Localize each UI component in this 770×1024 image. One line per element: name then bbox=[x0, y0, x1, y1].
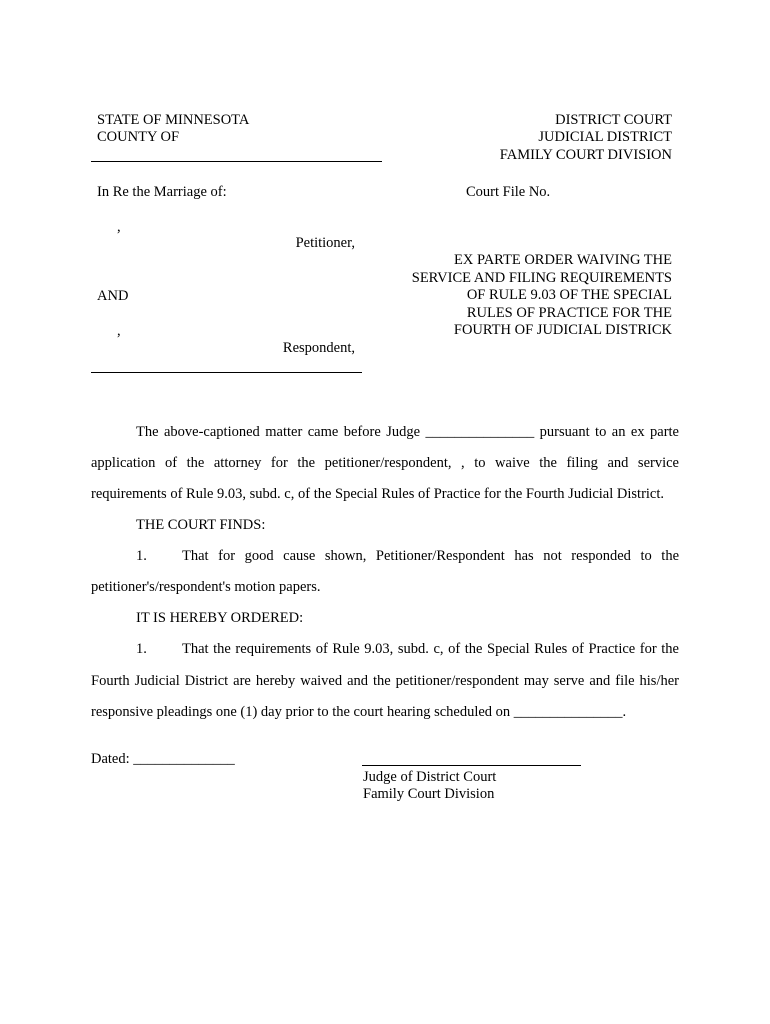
and-label: AND bbox=[97, 288, 129, 304]
court-label: DISTRICT COURT bbox=[555, 112, 672, 128]
finding1-line1: That for good cause shown, Petitioner/Respondent has not responded to the bbox=[182, 548, 679, 564]
court-file-label: Court File No. bbox=[466, 184, 551, 200]
para1-line1: The above-captioned matter came before Judge _______________ pursuant to an ex parte bbox=[136, 424, 679, 440]
state-label: STATE OF MINNESOTA bbox=[97, 112, 250, 128]
order1-line2: Fourth Judicial District are hereby waived and the petitioner/respondent may serve and file his/her bbox=[91, 673, 679, 689]
order1-line1: That the requirements of Rule 9.03, subd. c, of the Special Rules of Practice for the bbox=[182, 641, 679, 657]
ordered-heading: IT IS HEREBY ORDERED: bbox=[136, 610, 304, 626]
header-left-rule bbox=[91, 161, 382, 162]
para1-line3: requirements of Rule 9.03, subd. c, of the Special Rules of Practice for the Fourth Judicial District. bbox=[91, 486, 665, 502]
division-signature-label: Family Court Division bbox=[363, 786, 495, 802]
respondent-label: Respondent, bbox=[282, 340, 355, 356]
petitioner-name-blank: , bbox=[117, 219, 121, 235]
findings-heading: THE COURT FINDS: bbox=[136, 517, 266, 533]
para1-line2: application of the attorney for the petitioner/respondent, , to waive the filing and service bbox=[91, 455, 679, 471]
division-label: FAMILY COURT DIVISION bbox=[499, 147, 672, 163]
order-title-line: OF RULE 9.03 OF THE SPECIAL bbox=[466, 287, 672, 303]
order1-line3: responsive pleadings one (1) day prior to the court hearing scheduled on _______________. bbox=[91, 704, 627, 720]
order-title-line: EX PARTE ORDER WAIVING THE bbox=[454, 252, 672, 268]
in-re-label: In Re the Marriage of: bbox=[97, 184, 227, 200]
county-label: COUNTY OF bbox=[97, 129, 180, 145]
order-title-line: FOURTH OF JUDICIAL DISTRICK bbox=[453, 322, 672, 338]
order-title-line: RULES OF PRACTICE FOR THE bbox=[466, 305, 672, 321]
order-title-line: SERVICE AND FILING REQUIREMENTS bbox=[411, 270, 672, 286]
order1-number: 1. bbox=[136, 641, 147, 657]
signature-line bbox=[362, 765, 581, 766]
caption-rule bbox=[91, 372, 362, 373]
petitioner-label: Petitioner, bbox=[295, 235, 355, 251]
respondent-name-blank: , bbox=[117, 323, 121, 339]
dated-line: Dated: ______________ bbox=[91, 751, 235, 767]
judge-label: Judge of District Court bbox=[363, 769, 497, 785]
district-label: JUDICIAL DISTRICT bbox=[538, 129, 672, 145]
finding1-number: 1. bbox=[136, 548, 147, 564]
finding1-line2: petitioner's/respondent's motion papers. bbox=[91, 579, 321, 595]
